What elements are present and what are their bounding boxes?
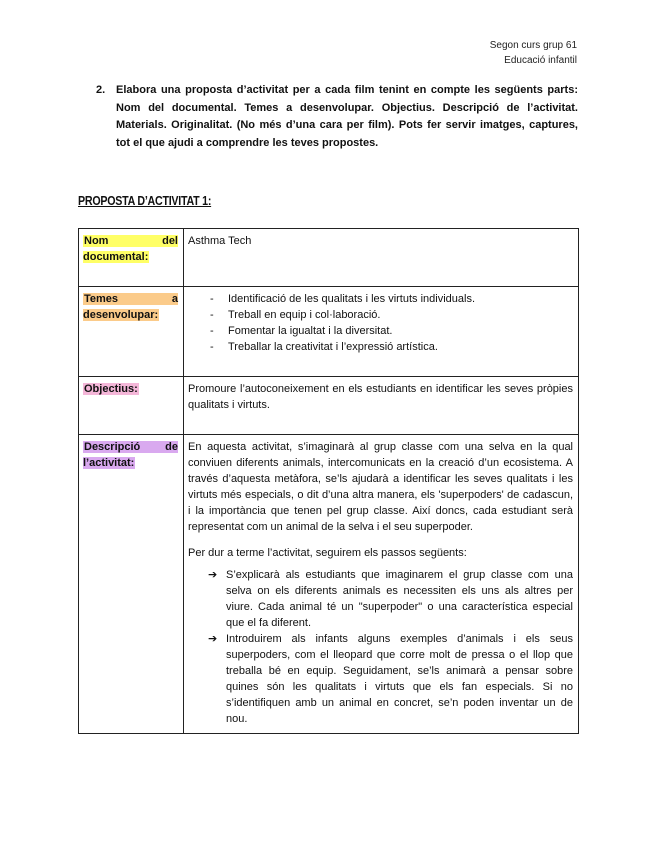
descripcio-paragraph-2: Per dur a terme l’activitat, seguirem els passos següents:: [188, 547, 467, 559]
list-item: - Treballar la creativitat i l’expressió artística.: [210, 341, 438, 353]
list-item: ➔ S’explicarà als estudiants que imaginarem el grup classe com una selva on els diferents animals es necessiten els uns als altres per viure. Cada animal té un "superpoder" o una característica especial que el fa diferent.: [208, 569, 573, 629]
temes-list: [188, 291, 573, 355]
label-cell-temes: [79, 287, 184, 377]
task-number: 2.: [96, 84, 106, 96]
value-cell-temes: [184, 287, 579, 377]
arrow-right-icon: ➔: [208, 569, 218, 581]
dash-bullet-icon: -: [210, 341, 214, 353]
descripcio-paragraph-1: En aquesta activitat, s’imaginarà al grup classe com una selva en la qual conviuen diferents animals, intercomunicats en la creació d’un ecosistema. A través d’aquesta metàfora, se’ls ajudarà a identificar les seves qualitats i les virtuts més especials, o dit d’una altra manera, els 'superpoders' de cadascun, i la importància que tenen pel grup classe. Així doncs, cada estudiant serà representat com un animal de la selva i el seu superpoder.: [188, 441, 573, 533]
steps-list: [188, 567, 573, 727]
row-objectius: [79, 377, 579, 435]
label-cell-nom: [79, 229, 184, 287]
dash-bullet-icon: -: [210, 309, 214, 321]
label-nom: Nom del documental:: [83, 235, 178, 263]
row-descripcio: [79, 435, 579, 734]
label-objectius: Objectius:: [84, 383, 138, 395]
list-item: ➔ Introduirem als infants alguns exemples d’animals i els seus superpoders, com el lleopard que corre molt de pressa o el llop que treballa bé en equip. Seguidament, se’ls animarà a pensar sobre quines són les qualitats i virtuts que els fan especials. Si no s’identifiquen amb un animal en concret, se’n poden inventar un de nou.: [208, 633, 573, 725]
page-header: [490, 38, 577, 68]
row-nom: [79, 229, 579, 287]
label-temes: Temes a desenvolupar:: [83, 293, 178, 321]
value-cell-objectius: [184, 377, 579, 435]
arrow-right-icon: ➔: [208, 633, 218, 645]
activity-table: [78, 228, 579, 734]
list-item: - Treball en equip i col·laboració.: [210, 309, 381, 321]
value-cell-nom: [184, 229, 579, 287]
objectius-text: Promoure l’autoconeixement en els estudiants en identificar les seves pròpies qualitats i virtuts.: [188, 383, 573, 411]
documentary-name: Asthma Tech: [188, 235, 252, 247]
label-descripcio: Descripció de l’activitat:: [83, 441, 178, 469]
row-temes: [79, 287, 579, 377]
section-title: PROPOSTA D’ACTIVITAT 1:: [78, 193, 212, 208]
header-course: Segon curs grup 61: [489, 40, 577, 51]
value-cell-descripcio: [184, 435, 579, 734]
task-instruction: [96, 82, 578, 152]
dash-bullet-icon: -: [210, 293, 214, 305]
label-cell-objectius: [79, 377, 184, 435]
task-text: Elabora una proposta d’activitat per a cada film tenint en compte les següents parts: Nom del documental. Temes a desenvolupar. Objectius. Descripció de l’activitat. Materials. Originalitat. (No més d’una cara per film). Pots fer servir imatges, captures, tot el que ajudi a comprendre les teves propostes.: [116, 84, 578, 149]
header-subject: Educació infantil: [504, 55, 577, 66]
dash-bullet-icon: -: [210, 325, 214, 337]
list-item: - Identificació de les qualitats i les virtuts individuals.: [210, 293, 476, 305]
list-item: - Fomentar la igualtat i la diversitat.: [210, 325, 393, 337]
label-cell-descripcio: [79, 435, 184, 734]
